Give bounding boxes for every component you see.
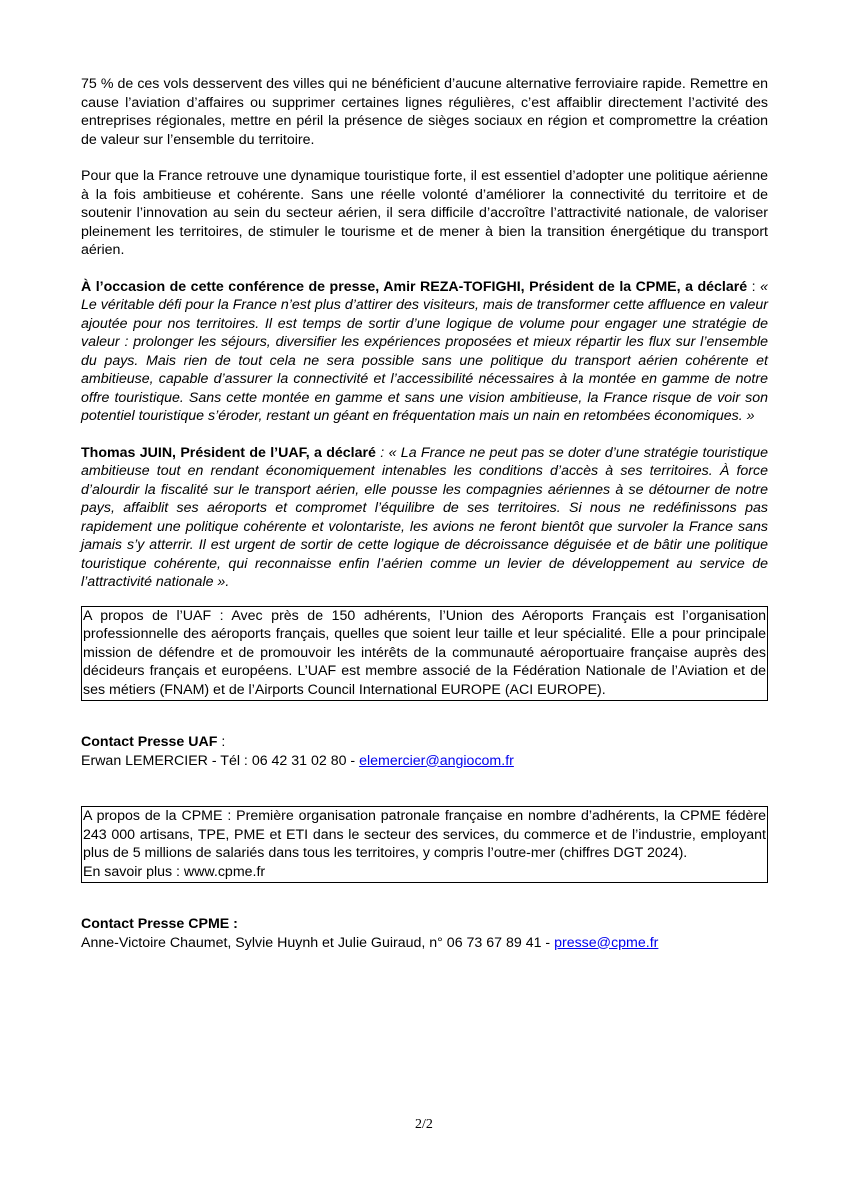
- contact-uaf-details: Erwan LEMERCIER - Tél : 06 42 31 02 80 -: [81, 752, 360, 769]
- contact-cpme: [81, 915, 768, 952]
- paragraph-tourism-policy: Pour que la France retrouve une dynamique touristique forte, il est essentiel d’adopter une politique aérienne à la fois ambitieuse et cohérente. Sans une réelle volonté d’améliorer la connectivité du territoire et de soutenir l’innovation au sein du secteur aérien, il sera difficile d’accroître l’attractivité nationale, de valoriser pleinement les territoires, de stimuler le tourisme et de mener à bien la transition énergétique du transport aérien.: [81, 168, 768, 258]
- contact-cpme-details: Anne-Victoire Chaumet, Sylvie Huynh et Julie Guiraud, n° 06 73 67 89 41 -: [81, 934, 555, 951]
- quote-uaf-text: : « La France ne peut pas se doter d’une stratégie touristique ambitieuse tout en rendant économiquement intenables les conditions d’accès à ses territoires. À force d’alourdir la fiscalité sur le transport aérien, elle pousse les compagnies aériennes à se détourner de notre pays, affaiblit ses aéroports et compromet l’équilibre de ses territoires. Si nous ne redéfinissons pas rapidement une politique cohérente et volontariste, les avions ne feront bientôt que survoler la France sans jamais s’y atterrir. Il est urgent de sortir de cette logique de décroissance déguisée et de bâtir une politique touristique cohérente, qui reconnaisse enfin l’aérien comme un levier de développement au service de l’attractivité nationale ».: [81, 444, 769, 590]
- contact-cpme-title: Contact Presse CPME :: [81, 916, 238, 932]
- quote-uaf: [81, 444, 768, 592]
- about-cpme-text: A propos de la CPME : Première organisation patronale française en nombre d’adhérents, la CPME fédère 243 000 artisans, TPE, PME et ETI dans le secteur des services, du commerce et de l’industrie, employant plus de 5 millions de salariés dans tous les territoires, y compris l’outre-mer (chiffres DGT 2024).: [83, 808, 766, 861]
- quote-uaf-intro: Thomas JUIN, Président de l’UAF, a déclaré: [81, 444, 376, 461]
- contact-uaf-title-suffix: :: [217, 734, 226, 750]
- contact-uaf-email-link[interactable]: elemercier@angiocom.fr: [359, 752, 514, 769]
- about-uaf-box: [81, 606, 768, 702]
- about-cpme-more: En savoir plus : www.cpme.fr: [83, 863, 266, 880]
- document-body: [81, 75, 768, 952]
- contact-cpme-email-link[interactable]: presse@cpme.fr: [554, 934, 659, 951]
- quote-cpme-intro: À l’occasion de cette conférence de presse, Amir REZA-TOFIGHI, Président de la CPME, a déclaré: [81, 278, 748, 295]
- contact-uaf: [81, 733, 768, 770]
- quote-cpme: [81, 278, 768, 426]
- paragraph-regional-flights: 75 % de ces vols desservent des villes qui ne bénéficient d’aucune alternative ferroviaire rapide. Remettre en cause l’aviation d’affaires ou supprimer certaines lignes régulières, c’est affaiblir directement l’activité des entreprises régionales, mettre en péril la présence de sièges sociaux en région et compromettre la création de valeur sur l’ensemble du territoire.: [81, 76, 768, 148]
- quote-cpme-text: « Le véritable défi pour la France n’est plus d’attirer des visiteurs, mais de transformer cette affluence en valeur ajoutée pour nos territoires. Il est temps de sortir d’une logique de volume pour engager une stratégie de valeur : prolonger les séjours, diversifier les expériences proposées et mieux répartir les flux sur l’ensemble du pays. Mais rien de tout cela ne sera possible sans une politique du transport aérien cohérente et ambitieuse, capable d’assurer la connectivité et l’accessibilité nécessaires à la montée en gamme de notre offre touristique. Sans cette montée en gamme et sans une vision ambitieuse, la France risque de voir son potentiel touristique s’éroder, restant un géant en fréquentation mais un nain en retombées économiques. »: [81, 278, 769, 424]
- quote-cpme-colon: :: [747, 278, 761, 295]
- page-number: 2/2: [415, 1117, 433, 1132]
- about-cpme-box: [81, 806, 768, 883]
- about-uaf-text: A propos de l’UAF : Avec près de 150 adhérents, l’Union des Aéroports Français est l’organisation professionnelle des aéroports français, quelles que soient leur taille et leur spécialité. Elle a pour principale mission de défendre et de promouvoir les intérêts de la communauté aéroportuaire française auprès des décideurs français et européens. L’UAF est membre associé de la Fédération Nationale de l’Aviation et de ses métiers (FNAM) et de l’Airports Council International EUROPE (ACI EUROPE).: [83, 607, 766, 698]
- contact-uaf-title: Contact Presse UAF: [81, 734, 218, 750]
